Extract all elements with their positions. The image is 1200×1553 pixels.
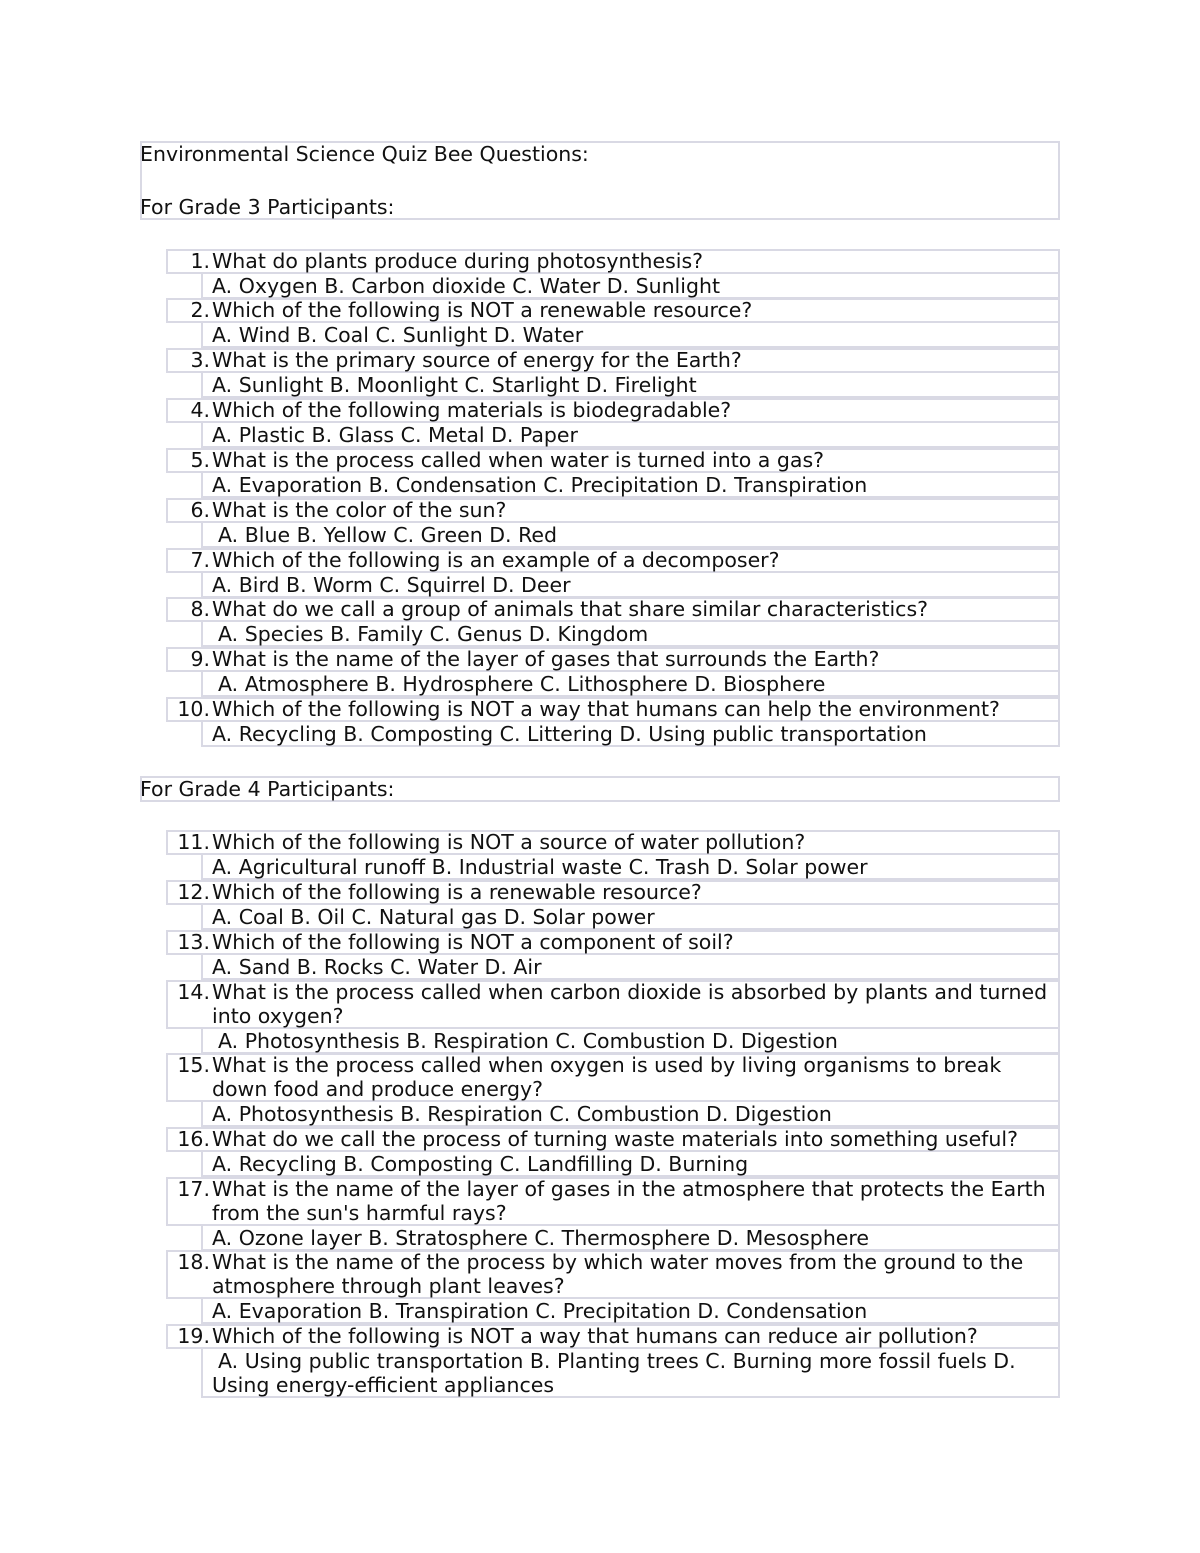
answer-choices: A. Ozone layer B. Stratosphere C. Thermosphere D. Mesosphere — [212, 1226, 870, 1250]
answer-choices: A. Sand B. Rocks C. Water D. Air — [212, 955, 542, 979]
question-number: 13. — [177, 930, 210, 954]
question-text: Which of the following is NOT a source of water pollution? — [212, 830, 806, 854]
question-text: Which of the following is NOT a way that humans can help the environment? — [212, 697, 1000, 721]
question-number: 18. — [177, 1250, 210, 1274]
document-title: Environmental Science Quiz Bee Questions: — [140, 142, 589, 166]
question-text: What is the process called when carbon dioxide is absorbed by plants and turned — [212, 980, 1048, 1004]
answer-choices: A. Bird B. Worm C. Squirrel D. Deer — [212, 573, 571, 597]
question-text: What is the color of the sun? — [212, 498, 507, 522]
question-text: Which of the following is NOT a renewable resource? — [212, 298, 753, 322]
answer-choices: A. Wind B. Coal C. Sunlight D. Water — [212, 323, 584, 347]
question-text: What is the process called when water is turned into a gas? — [212, 448, 825, 472]
answer-choices-continued: Using energy-efficient appliances — [212, 1373, 555, 1397]
question-number: 9. — [190, 647, 210, 671]
grade3-heading: For Grade 3 Participants: — [140, 195, 395, 219]
question-number: 14. — [177, 980, 210, 1004]
question-number: 10. — [177, 697, 210, 721]
question-number: 2. — [190, 298, 210, 322]
question-number: 16. — [177, 1127, 210, 1151]
question-number: 11. — [177, 830, 210, 854]
answer-choices: A. Photosynthesis B. Respiration C. Combustion D. Digestion — [212, 1102, 832, 1126]
answer-choices: A. Agricultural runoff B. Industrial waste C. Trash D. Solar power — [212, 855, 868, 879]
answer-choices: A. Evaporation B. Condensation C. Precipitation D. Transpiration — [212, 473, 868, 497]
question-text-continued: into oxygen? — [212, 1004, 344, 1028]
question-number: 7. — [190, 548, 210, 572]
question-text: Which of the following materials is biodegradable? — [212, 398, 732, 422]
question-text-continued: down food and produce energy? — [212, 1077, 543, 1101]
question-number: 17. — [177, 1177, 210, 1201]
question-text: What is the process called when oxygen is used by living organisms to break — [212, 1053, 1002, 1077]
question-number: 1. — [190, 249, 210, 273]
question-number: 4. — [190, 398, 210, 422]
grade4-heading: For Grade 4 Participants: — [140, 777, 395, 801]
question-text: What is the name of the layer of gases that surrounds the Earth? — [212, 647, 880, 671]
answer-choices: A. Oxygen B. Carbon dioxide C. Water D. Sunlight — [212, 274, 720, 298]
question-number: 8. — [190, 597, 210, 621]
question-number: 12. — [177, 880, 210, 904]
question-text: What is the name of the process by which water moves from the ground to the — [212, 1250, 1024, 1274]
question-text: What is the name of the layer of gases in the atmosphere that protects the Earth — [212, 1177, 1046, 1201]
question-text: Which of the following is a renewable resource? — [212, 880, 702, 904]
question-text: What do plants produce during photosynthesis? — [212, 249, 704, 273]
answer-choices: A. Sunlight B. Moonlight C. Starlight D. Firelight — [212, 373, 697, 397]
question-number: 5. — [190, 448, 210, 472]
answer-choices: A. Recycling B. Composting C. Landfilling D. Burning — [212, 1152, 749, 1176]
question-text-continued: from the sun's harmful rays? — [212, 1201, 507, 1225]
answer-choices: A. Atmosphere B. Hydrosphere C. Lithosphere D. Biosphere — [218, 672, 826, 696]
question-number: 19. — [177, 1324, 210, 1348]
answer-choices: A. Evaporation B. Transpiration C. Precipitation D. Condensation — [212, 1299, 868, 1323]
answer-choices: A. Photosynthesis B. Respiration C. Combustion D. Digestion — [218, 1029, 838, 1053]
question-number: 6. — [190, 498, 210, 522]
question-text: Which of the following is an example of a decomposer? — [212, 548, 780, 572]
question-text: What do we call a group of animals that share similar characteristics? — [212, 597, 929, 621]
answer-choices: A. Recycling B. Composting C. Littering D. Using public transportation — [212, 722, 927, 746]
question-text: What is the primary source of energy for the Earth? — [212, 348, 742, 372]
answer-choices: A. Using public transportation B. Planting trees C. Burning more fossil fuels D. — [218, 1349, 1016, 1373]
answer-choices: A. Species B. Family C. Genus D. Kingdom — [218, 622, 649, 646]
question-text: Which of the following is NOT a way that humans can reduce air pollution? — [212, 1324, 978, 1348]
question-number: 3. — [190, 348, 210, 372]
answer-choices: A. Coal B. Oil C. Natural gas D. Solar power — [212, 905, 655, 929]
question-number: 15. — [177, 1053, 210, 1077]
answer-choices: A. Blue B. Yellow C. Green D. Red — [218, 523, 558, 547]
answer-choices: A. Plastic B. Glass C. Metal D. Paper — [212, 423, 578, 447]
question-text-continued: atmosphere through plant leaves? — [212, 1274, 565, 1298]
question-text: What do we call the process of turning waste materials into something useful? — [212, 1127, 1018, 1151]
question-text: Which of the following is NOT a component of soil? — [212, 930, 734, 954]
